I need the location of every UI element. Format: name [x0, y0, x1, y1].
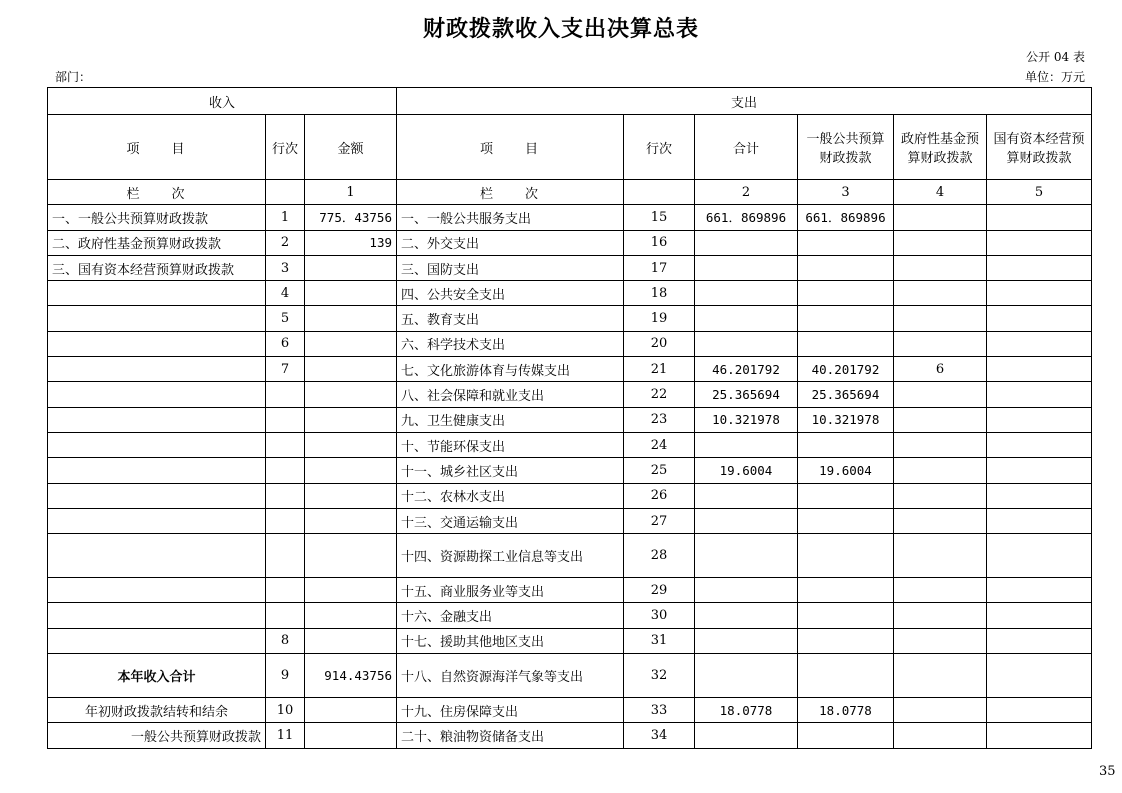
expenditure-total-cell: 25.365694 — [695, 382, 798, 407]
expenditure-item-cell: 十七、援助其他地区支出 — [397, 628, 624, 653]
lanci-general-number: 3 — [798, 180, 894, 205]
income-item-cell — [48, 628, 266, 653]
income-amount-cell — [305, 603, 397, 628]
state-capital-cell — [987, 578, 1092, 603]
expenditure-item-cell: 八、社会保障和就业支出 — [397, 382, 624, 407]
income-amount-cell: 139 — [305, 230, 397, 255]
expenditure-rowno-header: 行次 — [624, 115, 695, 180]
expenditure-total-cell — [695, 508, 798, 533]
general-budget-cell — [798, 306, 894, 331]
income-rowno-cell — [266, 508, 305, 533]
state-capital-cell — [987, 255, 1092, 280]
expenditure-rowno-cell: 33 — [624, 698, 695, 723]
table-row — [48, 407, 1092, 432]
expenditure-item-cell: 一、一般公共服务支出 — [397, 205, 624, 230]
expenditure-item-cell: 十四、资源勘探工业信息等支出 — [397, 534, 624, 578]
state-capital-cell — [987, 382, 1092, 407]
lanci-blank — [266, 180, 305, 205]
gov-fund-cell — [894, 723, 987, 748]
expenditure-total-cell — [695, 578, 798, 603]
gov-fund-header: 政府性基金预算财政拨款 — [894, 115, 987, 180]
expenditure-total-cell — [695, 534, 798, 578]
income-amount-cell — [305, 357, 397, 382]
expenditure-rowno-cell: 30 — [624, 603, 695, 628]
gov-fund-cell — [894, 281, 987, 306]
income-rowno-cell — [266, 483, 305, 508]
expenditure-rowno-cell: 34 — [624, 723, 695, 748]
income-amount-cell: 914.43756 — [305, 654, 397, 698]
gov-fund-cell — [894, 230, 987, 255]
lanci-amount-number: 1 — [305, 180, 397, 205]
table-row — [48, 331, 1092, 356]
expenditure-total-cell: 46.201792 — [695, 357, 798, 382]
expenditure-item-cell: 二、外交支出 — [397, 230, 624, 255]
table-row — [48, 698, 1092, 723]
gov-fund-cell — [894, 603, 987, 628]
expenditure-rowno-cell: 25 — [624, 458, 695, 483]
gov-fund-cell — [894, 432, 987, 457]
state-capital-cell — [987, 483, 1092, 508]
general-budget-cell — [798, 603, 894, 628]
state-capital-cell — [987, 723, 1092, 748]
expenditure-rowno-cell: 22 — [624, 382, 695, 407]
income-rowno-cell: 10 — [266, 698, 305, 723]
expenditure-item-cell: 十八、自然资源海洋气象等支出 — [397, 654, 624, 698]
income-rowno-cell: 1 — [266, 205, 305, 230]
expenditure-total-cell — [695, 281, 798, 306]
gov-fund-cell — [894, 534, 987, 578]
income-item-cell — [48, 281, 266, 306]
gov-fund-cell — [894, 578, 987, 603]
expenditure-item-cell: 九、卫生健康支出 — [397, 407, 624, 432]
income-amount-cell — [305, 458, 397, 483]
expenditure-group-header: 支出 — [397, 88, 1092, 115]
expenditure-item-cell: 三、国防支出 — [397, 255, 624, 280]
table-row — [48, 255, 1092, 280]
income-amount-cell — [305, 331, 397, 356]
expenditure-total-cell — [695, 628, 798, 653]
state-capital-cell — [987, 205, 1092, 230]
expenditure-item-cell: 十九、住房保障支出 — [397, 698, 624, 723]
income-amount-cell — [305, 508, 397, 533]
income-rowno-cell: 2 — [266, 230, 305, 255]
table-row — [48, 205, 1092, 230]
table-row — [48, 534, 1092, 578]
state-capital-cell — [987, 357, 1092, 382]
income-amount-cell — [305, 382, 397, 407]
expenditure-rowno-cell: 19 — [624, 306, 695, 331]
expenditure-total-header: 合计 — [695, 115, 798, 180]
expenditure-rowno-cell: 18 — [624, 281, 695, 306]
income-amount-header: 金额 — [305, 115, 397, 180]
income-item-cell: 一般公共预算财政拨款 — [48, 723, 266, 748]
table-row — [48, 230, 1092, 255]
expenditure-item-cell: 十、节能环保支出 — [397, 432, 624, 457]
table-row — [48, 578, 1092, 603]
general-budget-cell — [798, 483, 894, 508]
state-capital-cell — [987, 628, 1092, 653]
expenditure-item-header: 项 目 — [397, 115, 624, 180]
table-row — [48, 357, 1092, 382]
expenditure-rowno-cell: 29 — [624, 578, 695, 603]
state-capital-cell — [987, 534, 1092, 578]
income-item-cell — [48, 578, 266, 603]
expenditure-rowno-cell: 26 — [624, 483, 695, 508]
lanci-right-label: 栏 次 — [397, 180, 624, 205]
gov-fund-cell — [894, 407, 987, 432]
expenditure-total-cell: 10.321978 — [695, 407, 798, 432]
budget-table — [47, 87, 1092, 749]
lanci-left-label: 栏 次 — [48, 180, 266, 205]
income-rowno-cell — [266, 432, 305, 457]
table-row — [48, 628, 1092, 653]
gov-fund-cell — [894, 508, 987, 533]
income-item-cell — [48, 458, 266, 483]
table-row — [48, 654, 1092, 698]
expenditure-item-cell: 六、科学技术支出 — [397, 331, 624, 356]
gov-fund-cell — [894, 306, 987, 331]
expenditure-rowno-cell: 20 — [624, 331, 695, 356]
income-item-cell: 一、一般公共预算财政拨款 — [48, 205, 266, 230]
expenditure-total-cell — [695, 306, 798, 331]
income-item-cell — [48, 407, 266, 432]
income-rowno-cell: 9 — [266, 654, 305, 698]
income-rowno-cell — [266, 407, 305, 432]
state-capital-cell — [987, 306, 1092, 331]
page-title: 财政拨款收入支出决算总表 — [422, 16, 699, 42]
income-rowno-cell: 3 — [266, 255, 305, 280]
general-budget-cell — [798, 578, 894, 603]
gov-fund-cell — [894, 654, 987, 698]
income-amount-cell — [305, 578, 397, 603]
income-rowno-cell — [266, 603, 305, 628]
state-capital-header: 国有资本经营预算财政拨款 — [987, 115, 1092, 180]
income-rowno-cell — [266, 578, 305, 603]
income-rowno-cell: 7 — [266, 357, 305, 382]
income-amount-cell — [305, 432, 397, 457]
lanci-blank — [624, 180, 695, 205]
lanci-fund-number: 4 — [894, 180, 987, 205]
income-item-cell — [48, 357, 266, 382]
income-amount-cell — [305, 723, 397, 748]
table-row — [48, 432, 1092, 457]
table-row — [48, 458, 1092, 483]
gov-fund-cell: 6 — [894, 357, 987, 382]
income-rowno-cell: 6 — [266, 331, 305, 356]
state-capital-cell — [987, 508, 1092, 533]
gov-fund-cell — [894, 205, 987, 230]
expenditure-total-cell: 19.6004 — [695, 458, 798, 483]
gov-fund-cell — [894, 483, 987, 508]
income-item-cell: 年初财政拨款结转和结余 — [48, 698, 266, 723]
expenditure-rowno-cell: 15 — [624, 205, 695, 230]
expenditure-rowno-cell: 32 — [624, 654, 695, 698]
expenditure-total-cell — [695, 255, 798, 280]
general-budget-cell — [798, 654, 894, 698]
expenditure-total-cell — [695, 654, 798, 698]
expenditure-item-cell: 十一、城乡社区支出 — [397, 458, 624, 483]
expenditure-item-cell: 十五、商业服务业等支出 — [397, 578, 624, 603]
general-budget-cell: 661．869896 — [798, 205, 894, 230]
gov-fund-cell — [894, 331, 987, 356]
income-rowno-cell: 8 — [266, 628, 305, 653]
income-amount-cell — [305, 483, 397, 508]
table-row — [48, 306, 1092, 331]
expenditure-total-cell — [695, 432, 798, 457]
gov-fund-cell — [894, 698, 987, 723]
general-budget-cell — [798, 534, 894, 578]
lanci-total-number: 2 — [695, 180, 798, 205]
income-item-cell: 二、政府性基金预算财政拨款 — [48, 230, 266, 255]
income-amount-cell — [305, 698, 397, 723]
table-row — [48, 723, 1092, 748]
expenditure-item-cell: 十六、金融支出 — [397, 603, 624, 628]
general-budget-cell: 18.0778 — [798, 698, 894, 723]
expenditure-rowno-cell: 24 — [624, 432, 695, 457]
lanci-capital-number: 5 — [987, 180, 1092, 205]
income-amount-cell — [305, 534, 397, 578]
income-rowno-cell: 5 — [266, 306, 305, 331]
income-amount-cell — [305, 255, 397, 280]
state-capital-cell — [987, 458, 1092, 483]
general-budget-cell — [798, 281, 894, 306]
expenditure-rowno-cell: 28 — [624, 534, 695, 578]
table-row — [48, 483, 1092, 508]
income-amount-cell — [305, 628, 397, 653]
state-capital-cell — [987, 331, 1092, 356]
state-capital-cell — [987, 432, 1092, 457]
income-item-cell — [48, 331, 266, 356]
table-row — [48, 603, 1092, 628]
state-capital-cell — [987, 654, 1092, 698]
expenditure-item-cell: 十三、交通运输支出 — [397, 508, 624, 533]
general-budget-cell — [798, 432, 894, 457]
form-number: 公开 04 表 — [1026, 50, 1085, 64]
expenditure-total-cell — [695, 230, 798, 255]
expenditure-item-cell: 十二、农林水支出 — [397, 483, 624, 508]
expenditure-item-cell: 七、文化旅游体育与传媒支出 — [397, 357, 624, 382]
expenditure-total-cell — [695, 483, 798, 508]
income-rowno-cell — [266, 534, 305, 578]
general-budget-cell — [798, 230, 894, 255]
expenditure-rowno-cell: 21 — [624, 357, 695, 382]
income-item-header: 项 目 — [48, 115, 266, 180]
general-budget-cell — [798, 508, 894, 533]
income-rowno-cell — [266, 382, 305, 407]
expenditure-item-cell: 四、公共安全支出 — [397, 281, 624, 306]
state-capital-cell — [987, 407, 1092, 432]
gov-fund-cell — [894, 255, 987, 280]
expenditure-total-cell — [695, 723, 798, 748]
income-item-cell — [48, 382, 266, 407]
income-amount-cell — [305, 407, 397, 432]
state-capital-cell — [987, 230, 1092, 255]
income-rowno-cell: 11 — [266, 723, 305, 748]
general-budget-cell — [798, 628, 894, 653]
expenditure-total-cell — [695, 331, 798, 356]
state-capital-cell — [987, 281, 1092, 306]
expenditure-rowno-cell: 23 — [624, 407, 695, 432]
table-row — [48, 508, 1092, 533]
gov-fund-cell — [894, 628, 987, 653]
expenditure-rowno-cell: 31 — [624, 628, 695, 653]
expenditure-item-cell: 二十、粮油物资储备支出 — [397, 723, 624, 748]
general-budget-cell: 19.6004 — [798, 458, 894, 483]
expenditure-total-cell: 661．869896 — [695, 205, 798, 230]
income-item-cell — [48, 306, 266, 331]
expenditure-item-cell: 五、教育支出 — [397, 306, 624, 331]
table-row — [48, 382, 1092, 407]
general-budget-cell — [798, 331, 894, 356]
income-item-cell: 本年收入合计 — [48, 654, 266, 698]
state-capital-cell — [987, 698, 1092, 723]
income-amount-cell: 775．43756 — [305, 205, 397, 230]
general-budget-cell: 10.321978 — [798, 407, 894, 432]
unit-label: 单位：万元 — [1024, 70, 1085, 84]
gov-fund-cell — [894, 382, 987, 407]
income-item-cell — [48, 603, 266, 628]
expenditure-total-cell — [695, 603, 798, 628]
page-number: 35 — [1099, 764, 1116, 779]
income-rowno-header: 行次 — [266, 115, 305, 180]
general-budget-header: 一般公共预算财政拨款 — [798, 115, 894, 180]
table-row — [48, 281, 1092, 306]
department-label: 部门： — [55, 70, 92, 84]
income-amount-cell — [305, 306, 397, 331]
expenditure-rowno-cell: 17 — [624, 255, 695, 280]
income-amount-cell — [305, 281, 397, 306]
income-item-cell — [48, 534, 266, 578]
income-group-header: 收入 — [48, 88, 397, 115]
general-budget-cell: 25.365694 — [798, 382, 894, 407]
general-budget-cell — [798, 723, 894, 748]
general-budget-cell — [798, 255, 894, 280]
income-item-cell — [48, 483, 266, 508]
expenditure-rowno-cell: 27 — [624, 508, 695, 533]
expenditure-rowno-cell: 16 — [624, 230, 695, 255]
income-rowno-cell — [266, 458, 305, 483]
state-capital-cell — [987, 603, 1092, 628]
gov-fund-cell — [894, 458, 987, 483]
general-budget-cell: 40.201792 — [798, 357, 894, 382]
income-item-cell — [48, 432, 266, 457]
income-item-cell: 三、国有资本经营预算财政拨款 — [48, 255, 266, 280]
income-rowno-cell: 4 — [266, 281, 305, 306]
income-item-cell — [48, 508, 266, 533]
expenditure-total-cell: 18.0778 — [695, 698, 798, 723]
